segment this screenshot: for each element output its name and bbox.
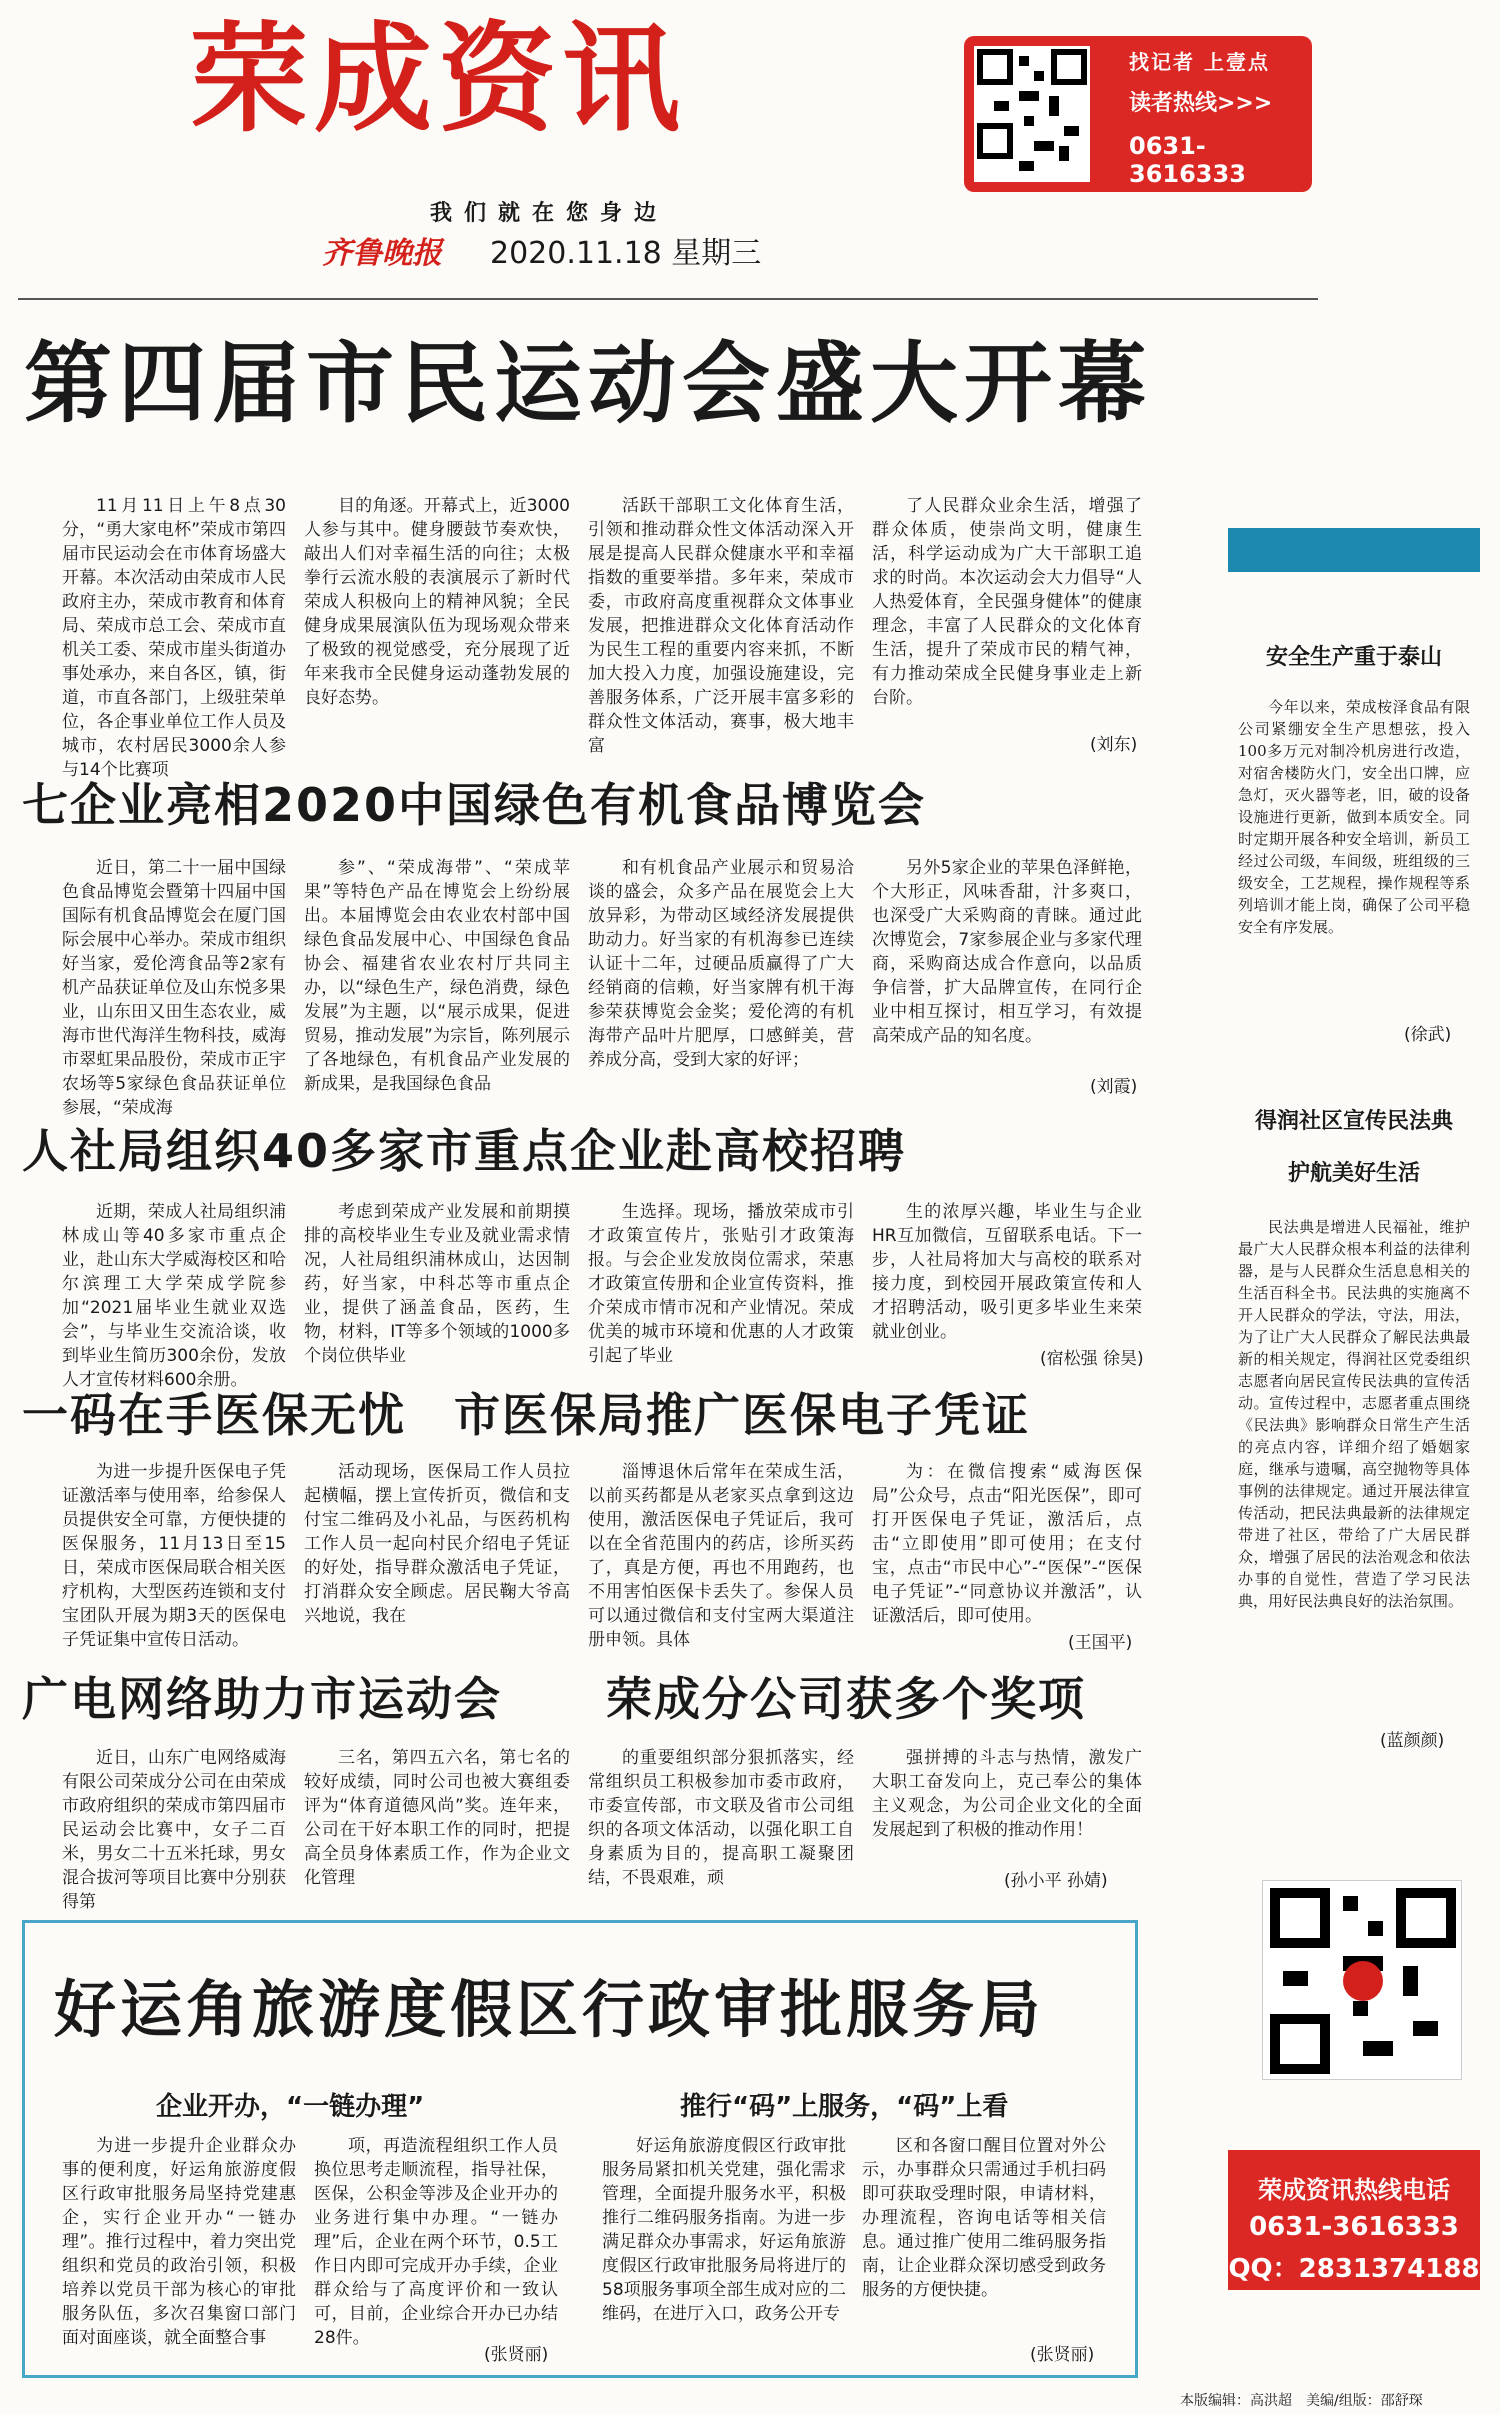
boxed-sub1: 企业开办，“一链办理” bbox=[156, 2092, 425, 2122]
hotline-phone: 0631-3616333 bbox=[1129, 132, 1246, 188]
hotline-line1: 找记者 上壹点 bbox=[1129, 50, 1270, 74]
article1-col3: 活跃干部职工文化体育生活，引领和推动群众性文体活动深入开展是提高人民群众健康水平和幸福指数的重要举措。多年来，荣成市委，市政府高度重视群众文体事业发展，把推进群众文化体育活动作为民生工程的重要内容来抓，不断加大投入力度，加强设施建设，完善服务体系，广泛开展丰富多彩的群众性文体活动，赛事，极大地丰富 bbox=[588, 496, 854, 756]
boxed-col3: 好运角旅游度假区行政审批服务局紧扣机关党建，强化需求管理，全面提升服务水平，积极推行二维码服务指南。为进一步满足群众办事需求，好运角旅游度假区行政审批服务局将进厅的58项服务事项全部生成对应的二维码，在进厅入口，政务公开专 bbox=[602, 2136, 846, 2324]
side1-byline: (徐武) bbox=[1404, 1025, 1452, 1045]
article2-col3: 和有机食品产业展示和贸易洽谈的盛会，众多产品在展览会上大放异彩，为带动区域经济发展提供助动力。好当家的有机海参已连续认证十二年，过硬品质赢得了广大经销商的信赖，好当家牌有机干海参荣获博览会金奖；爱伦湾的有机海带产品叶片肥厚，口感鲜美，营养成分高，受到大家的好评； bbox=[588, 858, 854, 1070]
masthead-divider bbox=[18, 298, 1318, 300]
masthead-slogan: 我们就在您身边 bbox=[430, 201, 669, 226]
boxed-sub2: 推行“码”上服务，“码”上看 bbox=[680, 2092, 1009, 2122]
article5-headline: 广电网络助力市运动会 bbox=[22, 1672, 502, 1726]
side2-text: 民法典是增进人民福祉，维护最广大人民群众根本利益的法律利器，是与人民群众生活息息相关的生活百科全书。民法典的实施离不开人民群众的学法，守法，用法，为了让广大人民群众了解民法典最新的相关规定，得润社区党委组织志愿者向居民宣传民法典的宣传活动。宣传过程中，志愿者重点围绕《民法典》影响群众日常生产生活的亮点内容，详细介绍了婚姻家庭，继承与遗嘱，高空抛物等具体事例的法律规定。通过开展法律宣传活动，把民法典最新的法律规定带进了社区，带给了广大居民群众，增强了居民的法治观念和依法办事的自觉性，营造了学习民法典，用好民法典良好的法治氛围。 bbox=[1238, 1218, 1470, 1610]
article4-col1: 为进一步提升医保电子凭证激活率与使用率，给参保人员提供安全可靠，方便快捷的医保服务，11月13日至15日，荣成市医保局联合相关医疗机构，大型医药连锁和支付宝团队开展为期3天的医保电子凭证集中宣传日活动。 bbox=[62, 1462, 286, 1650]
boxed-col1: 为进一步提升企业群众办事的便利度，好运角旅游度假区行政审批服务局坚持党建惠企，实行企业开办“一链办理”。推行过程中，着力突出党组织和党员的政治引领，积极培养以党员干部为核心的审批服务队伍，多次召集窗口部门面对面座谈，就全面整合事 bbox=[62, 2136, 296, 2348]
sidebar-top-bar bbox=[1228, 528, 1480, 572]
side1-title: 安全生产重于泰山 bbox=[1265, 645, 1442, 670]
article3-col4: 生的浓厚兴趣，毕业生与企业HR互加微信，互留联系电话。下一步，人社局将加大与高校的联系对接力度，到校园开展政策宣传和人才招聘活动，吸引更多毕业生来荣就业创业。 bbox=[872, 1202, 1142, 1342]
boxed-col2: 项，再造流程组织工作人员换位思考走顺流程，指导社保，医保，公积金等涉及企业开办的业务进行集中办理。“一链办理”后，企业在两个环节，0.5工作日内即可完成开办手续，企业群众给与了高度评价和一致认可，目前，企业综合开办已办结28件。 bbox=[314, 2136, 558, 2348]
qr-code-icon[interactable] bbox=[974, 46, 1090, 182]
article2-col2: 参”、“荣成海带”、“荣成苹果”等特色产品在博览会上纷纷展出。本届博览会由农业农村部中国绿色食品发展中心、中国绿色食品协会、福建省农业农村厅共同主办，以“绿色生产，绿色消费，绿色发展”为主题，以“展示成果，促进贸易，推动发展”为宗旨，陈列展示了各地绿色，有机食品产业发展的新成果，是我国绿色食品 bbox=[304, 858, 570, 1094]
article3-byline: (宿松强 徐昊) bbox=[1040, 1349, 1144, 1369]
article2-headline: 七企业亮相2020中国绿色有机食品博览会 bbox=[22, 778, 927, 832]
hotline-line2: 读者热线>>> bbox=[1129, 91, 1273, 116]
side2-byline: (蓝颜颜) bbox=[1380, 1731, 1445, 1751]
article3-col3: 生选择。现场，播放荣成市引才政策宣传片，张贴引才政策海报。与会企业发放岗位需求，荣惠才政策宣传册和企业宣传资料，推介荣成市情市况和产业情况。荣成优美的城市环境和优惠的人才政策引起了毕业 bbox=[588, 1202, 854, 1366]
bottom-hotline-qq: QQ：2831374188 bbox=[1228, 2254, 1480, 2284]
paper-logo: 齐鲁晚报 bbox=[322, 236, 442, 271]
article1-col4: 了人民群众业余生活，增强了群众体质，使崇尚文明，健康生活，科学运动成为广大干部职工追求的时尚。本次运动会大力倡导“人人热爱体育，全民强身健体”的健康理念，丰富了人民群众的文化体育生活，提升了荣成市民的精气神，有力推动荣成全民健身事业走上新台阶。 bbox=[872, 496, 1142, 708]
article3-headline: 人社局组织40多家市重点企业赴高校招聘 bbox=[22, 1124, 907, 1178]
page-credits: 本版编辑：高洪超 美编/组版：邵舒琛 bbox=[1180, 2393, 1423, 2409]
issue-date: 2020.11.18 星期三 bbox=[490, 236, 762, 271]
article6-headline: 荣成分公司获多个奖项 bbox=[606, 1672, 1086, 1726]
article5-col2: 三名，第四五六名，第七名的较好成绩，同时公司也被大赛组委评为“体育道德风尚”奖。连年来，公司在干好本职工作的同时，把提高全员身体素质工作，作为企业文化管理 bbox=[304, 1748, 570, 1888]
side2-title2: 护航美好生活 bbox=[1287, 1161, 1420, 1186]
article2-col1: 近日，第二十一届中国绿色食品博览会暨第十四届中国国际有机食品博览会在厦门国际会展中心举办。荣成市组织好当家，爱伦湾食品等2家有机产品获证单位及山东悦多果业，山东田又田生态农业，威海市世代海洋生物科技，威海市翠虹果品股份，荣成市正宇农场等5家绿色食品获证单位参展，“荣成海 bbox=[62, 858, 286, 1118]
side1-text: 今年以来，荣成桉泽食品有限公司紧绷安全生产思想弦，投入100多万元对制冷机房进行改造，对宿舍楼防火门，安全出口牌，应急灯，灭火器等老，旧，破的设备设施进行更新，做到本质安全。同时定期开展各种安全培训，新员工经过公司级，车间级，班组级的三级安全，工艺规程，操作规程等系列培训才能上岗，确保了公司平稳安全有序发展。 bbox=[1238, 698, 1470, 936]
boxed-byline1: (张贤丽) bbox=[484, 2345, 549, 2365]
article4-headline: 一码在手医保无忧 市医保局推广医保电子凭证 bbox=[22, 1388, 1030, 1442]
article1-byline: (刘东) bbox=[1090, 735, 1138, 755]
qr-code-icon[interactable] bbox=[1262, 1880, 1462, 2080]
article3-col1: 近期，荣成人社局组织浦林成山等40多家市重点企业，赴山东大学威海校区和哈尔滨理工大学荣成学院参加“2021届毕业生就业双选会”，与毕业生交流洽谈，收到毕业生简历300余份，发放人才宣传材料600余册。 bbox=[62, 1202, 286, 1390]
article4-col4: 为：在微信搜索“威海医保局”公众号，点击“阳光医保”，即可打开医保电子凭证，激活后，点击“立即使用”即可使用；在支付宝，点击“市民中心”-“医保”-“医保电子凭证”-“同意协议并激活”，认证激活后，即可使用。 bbox=[872, 1462, 1142, 1626]
article1-col1: 11月11日上午8点30分，“勇大家电杯”荣成市第四届市民运动会在市体育场盛大开幕。本次活动由荣成市人民政府主办，荣成市教育和体育局、荣成市总工会、荣成市直机关工委、荣成市崖头街道办事处承办，来自各区，镇，街道，市直各部门，上级驻荣单位，各企事业单位工作人员及城市，农村居民3000余人参与14个比赛项 bbox=[62, 496, 286, 780]
bottom-hotline-title: 荣成资讯热线电话 bbox=[1258, 2176, 1450, 2204]
article6-byline: (孙小平 孙婧) bbox=[1004, 1871, 1108, 1891]
article1-headline: 第四届市民运动会盛大开幕 bbox=[24, 332, 1153, 435]
reader-hotline-box bbox=[964, 36, 1312, 192]
bottom-hotline-box bbox=[1228, 2150, 1480, 2290]
article6-col4: 强拼搏的斗志与热情，激发广大职工奋发向上，克己奉公的集体主义观念，为公司企业文化的全面发展起到了积极的推动作用！ bbox=[872, 1748, 1142, 1840]
article4-col2: 活动现场，医保局工作人员拉起横幅，摆上宣传折页，微信和支付宝二维码及小礼品，与医药机构工作人员一起向村民介绍电子凭证的好处，指导群众激活电子凭证，打消群众安全顾虑。居民鞠大爷高兴地说，我在 bbox=[304, 1462, 570, 1626]
boxed-article-headline: 好运角旅游度假区行政审批服务局 bbox=[54, 1973, 1045, 2046]
boxed-col4: 区和各窗口醒目位置对外公示，办事群众只需通过手机扫码即可获取受理时限，申请材料，办理流程，咨询电话等相关信息。通过推广使用二维码服务指南，让企业群众深切感受到政务服务的方便快捷。 bbox=[862, 2136, 1106, 2300]
side2-title1: 得润社区宣传民法典 bbox=[1254, 1109, 1453, 1134]
article6-col3: 的重要组织部分狠抓落实，经常组织员工积极参加市委市政府，市委宣传部，市文联及省市公司组织的各项文体活动，以强化职工自身素质为目的，提高职工凝聚团结，不畏艰难，顽 bbox=[588, 1748, 854, 1888]
boxed-byline2: (张贤丽) bbox=[1030, 2345, 1095, 2365]
article5-col1: 近日，山东广电网络威海有限公司荣成分公司在由荣成市政府组织的荣成市第四届市民运动会比赛中，女子二百米，男女二十五米托球，男女混合拔河等项目比赛中分别获得第 bbox=[62, 1748, 286, 1912]
article4-byline: (王国平) bbox=[1068, 1633, 1133, 1653]
article2-byline: (刘霞) bbox=[1090, 1077, 1138, 1097]
bottom-hotline-phone: 0631-3616333 bbox=[1249, 2212, 1459, 2242]
article3-col2: 考虑到荣成产业发展和前期摸排的高校毕业生专业及就业需求情况，人社局组织浦林成山，达因制药，好当家，中科芯等市重点企业，提供了涵盖食品，医药，生物，材料，IT等多个领域的1000多个岗位供毕业 bbox=[304, 1202, 570, 1366]
article2-col4: 另外5家企业的苹果色泽鲜艳，个大形正，风味香甜，汁多爽口，也深受广大采购商的青睐。通过此次博览会，7家参展企业与多家代理商，采购商达成合作意向，以品质争信誉，扩大品牌宣传，在同行企业中相互探讨，相互学习，有效提高荣成产品的知名度。 bbox=[872, 858, 1142, 1046]
article1-col2: 目的角逐。开幕式上，近3000人参与其中。健身腰鼓节奏欢快，敲出人们对幸福生活的向往；太极拳行云流水般的表演展示了新时代荣成人积极向上的精神风貌；全民健身成果展演队伍为现场观众带来了极致的视觉感受，充分展现了近年来我市全民健身运动蓬勃发展的良好态势。 bbox=[304, 496, 570, 708]
article4-col3: 淄博退休后常年在荣成生活，以前买药都是从老家买点拿到这边使用，激活医保电子凭证后，我可以在全省范围内的药店，诊所买药了，真是方便，再也不用跑药，也不用害怕医保卡丢失了。参保人员可以通过微信和支付宝两大渠道注册申领。具体 bbox=[588, 1462, 854, 1650]
masthead-title: 荣成资讯 bbox=[190, 10, 687, 148]
